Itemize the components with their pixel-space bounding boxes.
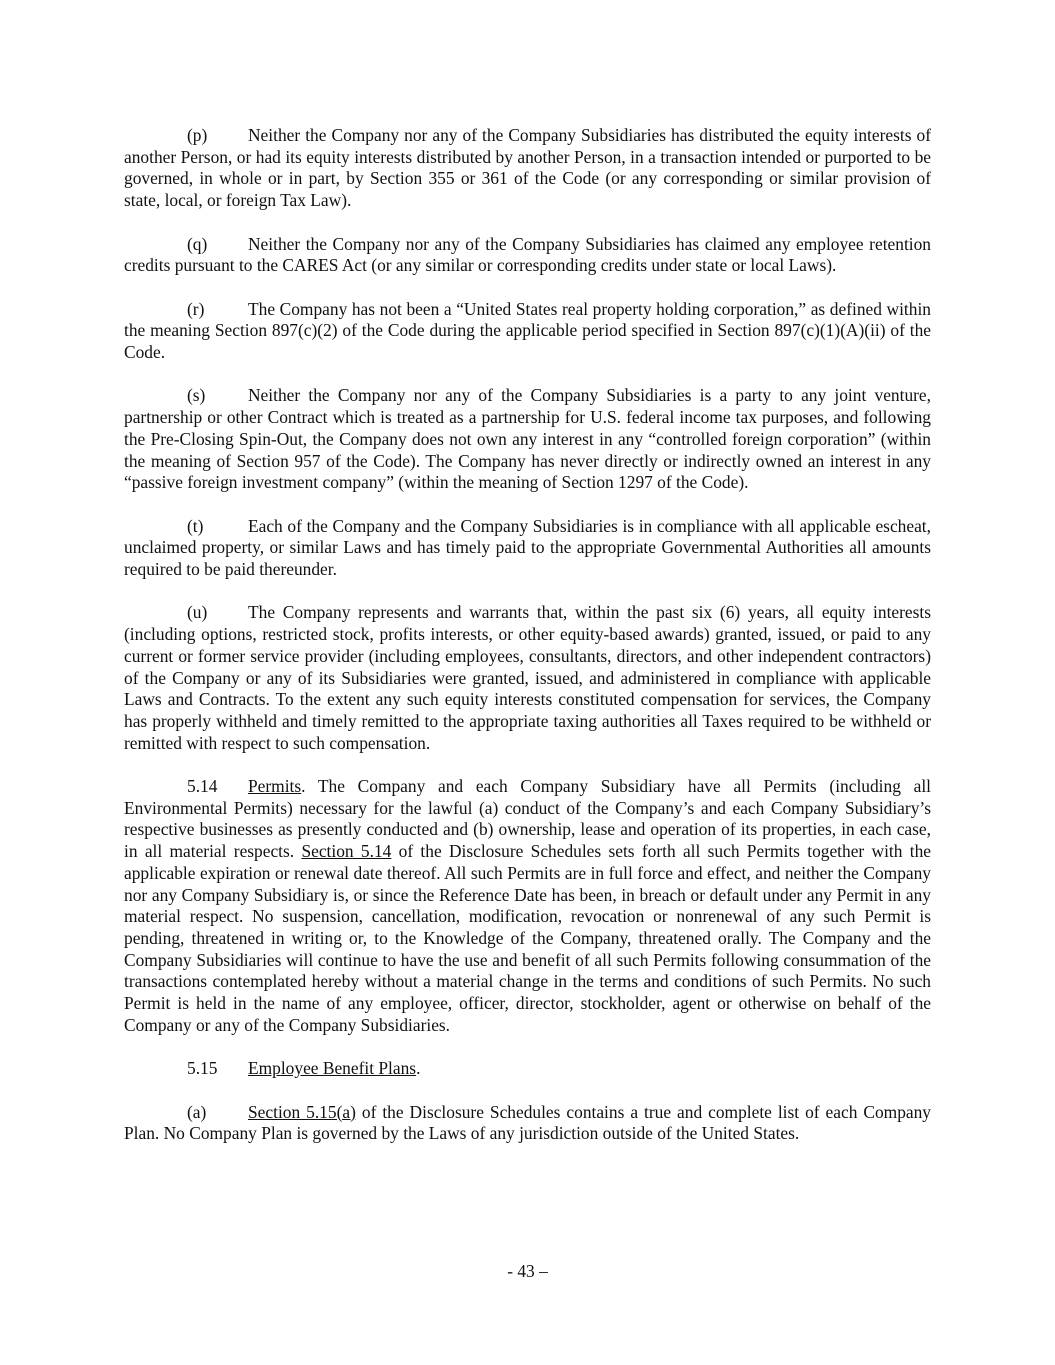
- paragraph-text: Neither the Company nor any of the Company Subsidiaries is a party to any joint venture, partnership or other Contract which is treated as a partnership for U.S. federal income tax purposes, and following the Pre-Closing Spin-Out, the Company does not own any interest in any “controlled foreign corporation” (within the meaning of Section 957 of the Code). The Company has never directly or indirectly owned an interest in any “passive foreign investment company” (within the meaning of Section 1297 of the Code).: [124, 385, 931, 493]
- paragraph-text: The Company has not been a “United States real property holding corporation,” as defined within the meaning Section 897(c)(2) of the Code during the applicable period specified in Section 897(c)(1)(A)(ii) of the Code.: [124, 298, 931, 362]
- paragraph-s: [124, 385, 931, 494]
- section-text: . The Company and each Company Subsidiary have all Permits (including all Environmental Permits) necessary for the lawful (a) conduct of the Company’s and each Company Subsidiary’s respective businesses as presently conducted and (b) ownership, lease and operation of its properties, in each case, in all material respects.: [124, 776, 931, 862]
- section-reference: Section 5.14: [301, 841, 392, 862]
- page-number: - 43 –: [507, 1261, 548, 1281]
- paragraph-label: (p): [187, 125, 208, 145]
- paragraph-r: [124, 299, 931, 364]
- paragraph-u: [124, 602, 931, 754]
- paragraph-q: [124, 234, 931, 277]
- paragraph-text: Neither the Company nor any of the Company Subsidiaries has distributed the equity interests of another Person, or had its equity interests distributed by another Person, in a transaction intended or purported to be governed, in whole or in part, by Section 355 or 361 of the Code (or any corresponding or similar provision of state, local, or foreign Tax Law).: [124, 125, 931, 211]
- section-text: of the Disclosure Schedules sets forth all such Permits together with the applicable expiration or renewal date thereof. All such Permits are in full force and effect, and neither the Company nor any Company Subsidiary is, or since the Reference Date has been, in breach or default under any Permit in any material respect. No suspension, cancellation, modification, revocation or nonrenewal of any such Permit is pending, threatened in writing or, to the Knowledge of the Company, threatened orally. The Company and the Company Subsidiaries will continue to have the use and benefit of all such Permits following consummation of the transactions contemplated hereby without a material change in the terms and conditions of such Permits. No such Permit is held in the name of any employee, officer, director, stockholder, agent or otherwise on behalf of the Company or any of the Company Subsidiaries.: [124, 841, 931, 1035]
- paragraph-text: Each of the Company and the Company Subsidiaries is in compliance with all applicable escheat, unclaimed property, or similar Laws and has timely paid to the appropriate Governmental Authorities all amounts required to be paid thereunder.: [124, 515, 931, 579]
- section-heading-suffix: .: [416, 1058, 421, 1079]
- section-heading: Permits: [248, 776, 302, 796]
- paragraph-label: (t): [187, 515, 204, 536]
- paragraph-label: (s): [187, 385, 206, 406]
- section-heading: Employee Benefit Plans: [248, 1058, 417, 1079]
- section-5-15: [124, 1058, 931, 1080]
- paragraph-label: (u): [187, 602, 208, 623]
- section-reference: Section 5.15(a): [248, 1101, 356, 1122]
- paragraph-label: (a): [187, 1101, 207, 1122]
- paragraph-5-15-a: [124, 1102, 931, 1145]
- document-body: [124, 125, 931, 1145]
- section-5-14: [124, 776, 931, 1036]
- section-number: 5.14: [187, 776, 218, 796]
- paragraph-text: The Company represents and warrants that, within the past six (6) years, all equity interests (including options, restricted stock, profits interests, or other equity-based awards) granted, issued, or paid to any current or former service provider (including employees, consultants, directors, and other independent contractors) of the Company or any of its Subsidiaries were granted, issued, and administered in compliance with applicable Laws and Contracts. To the extent any such equity interests constituted compensation for services, the Company has properly withheld and timely remitted to the appropriate taxing authorities all Taxes required to be withheld or remitted with respect to such compensation.: [124, 602, 931, 753]
- paragraph-t: [124, 516, 931, 581]
- paragraph-text: of the Disclosure Schedules contains a true and complete list of each Company Plan. No Company Plan is governed by the Laws of any jurisdiction outside of the United States.: [124, 1101, 932, 1144]
- paragraph-label: (r): [187, 298, 205, 319]
- section-number: 5.15: [187, 1058, 218, 1079]
- paragraph-p: [124, 125, 931, 212]
- paragraph-label: (q): [187, 233, 208, 254]
- paragraph-text: Neither the Company nor any of the Company Subsidiaries has claimed any employee retention credits pursuant to the CARES Act (or any similar or corresponding credits under state or local Laws).: [124, 233, 931, 276]
